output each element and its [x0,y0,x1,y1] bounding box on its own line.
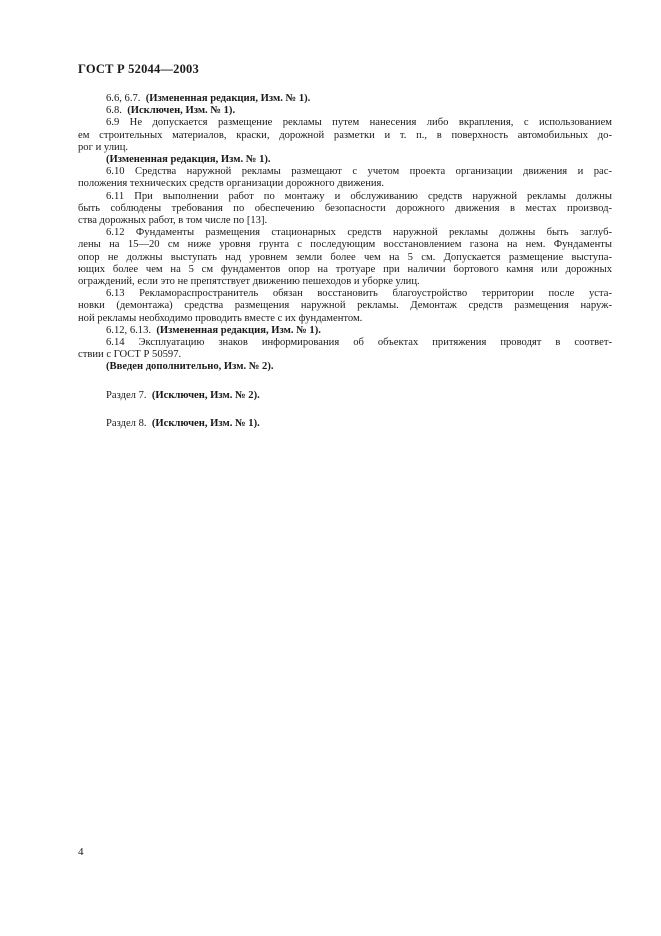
amendment-note: (Измененная редакция, Изм. № 1). [156,324,321,336]
clause-number: 6.12, 6.13. [106,324,152,336]
clause-6-11-line-1: 6.11 При выполнении работ по монтажу и обслуживанию средств наружной рекламы должны [106,190,612,202]
document-header: ГОСТ Р 52044—2003 [78,62,199,76]
clause-6-12-line-5: ограждений, если это не препятствует движению пешеходов и уборке улиц. [78,276,420,288]
clause-number: 6.8. [106,105,122,117]
clause-6-12-line-3: опор не должны выступать над уровнем земли более чем на 5 см. Допускается размещение выступа- [78,251,612,263]
clause-6-12-line-4: ющих более чем на 5 см фундаментов опор на тротуаре при наличии бортового камня или дорожных [78,263,612,275]
clause-6-13-line-2: новки (демонтажа) средства размещения наружной рекламы. Демонтаж средств размещения наруж- [78,300,612,312]
section-8-note [78,418,612,430]
document-body [78,93,612,430]
section-7-note [78,390,612,402]
section-label: Раздел 8. [106,417,147,429]
clause-6-9-line-3: рог и улиц. [78,141,129,153]
clause-number: 6.6, 6.7. [106,93,141,104]
clause-6-14-line-2: ствии с ГОСТ Р 50597. [78,349,182,361]
amendment-note: (Исключен, Изм. № 2). [151,389,260,401]
amendment-note: (Измененная редакция, Изм. № 1). [145,93,311,104]
section-label: Раздел 7. [106,389,147,401]
clause-6-9-line-1: 6.9 Не допускается размещение рекламы путем нанесения либо вкрапления, с использованием [106,117,612,129]
clause-6-11-line-3: ства дорожных работ, в том числе по [13]. [78,215,268,227]
paragraph-6-12-6-13 [78,325,612,337]
page-number: 4 [78,846,84,858]
paragraph-6-8 [78,105,612,117]
amendment-note: (Исключен, Изм. № 1). [151,417,260,429]
amendment-note: (Измененная редакция, Изм. № 1). [106,154,271,166]
clause-6-12-line-1: 6.12 Фундаменты размещения стационарных средств наружной рекламы должны быть заглуб- [106,227,612,239]
clause-6-13-line-3: ной рекламы необходимо проводить вместе с их фундаментом. [78,312,363,324]
clause-6-11-line-2: быть соблюдены требования по обеспечению безопасности дорожного движения в местах производ- [78,202,612,214]
clause-6-14-line-1: 6.14 Эксплуатацию знаков информирования об объектах притяжения проводят в соответ- [106,337,612,349]
clause-6-10-line-1: 6.10 Средства наружной рекламы размещают с учетом проекта организации движения и рас- [106,166,612,178]
clause-6-9-line-2: ем строительных материалов, краски, дорожной разметки и т. п., в поверхность автомобильных до- [78,129,612,141]
clause-6-12-line-2: лены на 15—20 см ниже уровня грунта с последующим восстановлением газона на нем. Фундаменты [78,239,612,251]
amendment-note: (Исключен, Изм. № 1). [127,105,236,117]
amendment-note: (Введен дополнительно, Изм. № 2). [106,361,274,373]
paragraph-6-6-6-7 [78,93,612,105]
clause-6-13-line-1: 6.13 Рекламораспространитель обязан восстановить благоустройство территории после уста- [106,288,612,300]
clause-6-10-line-2: положения технических средств организации дорожного движения. [78,178,385,190]
